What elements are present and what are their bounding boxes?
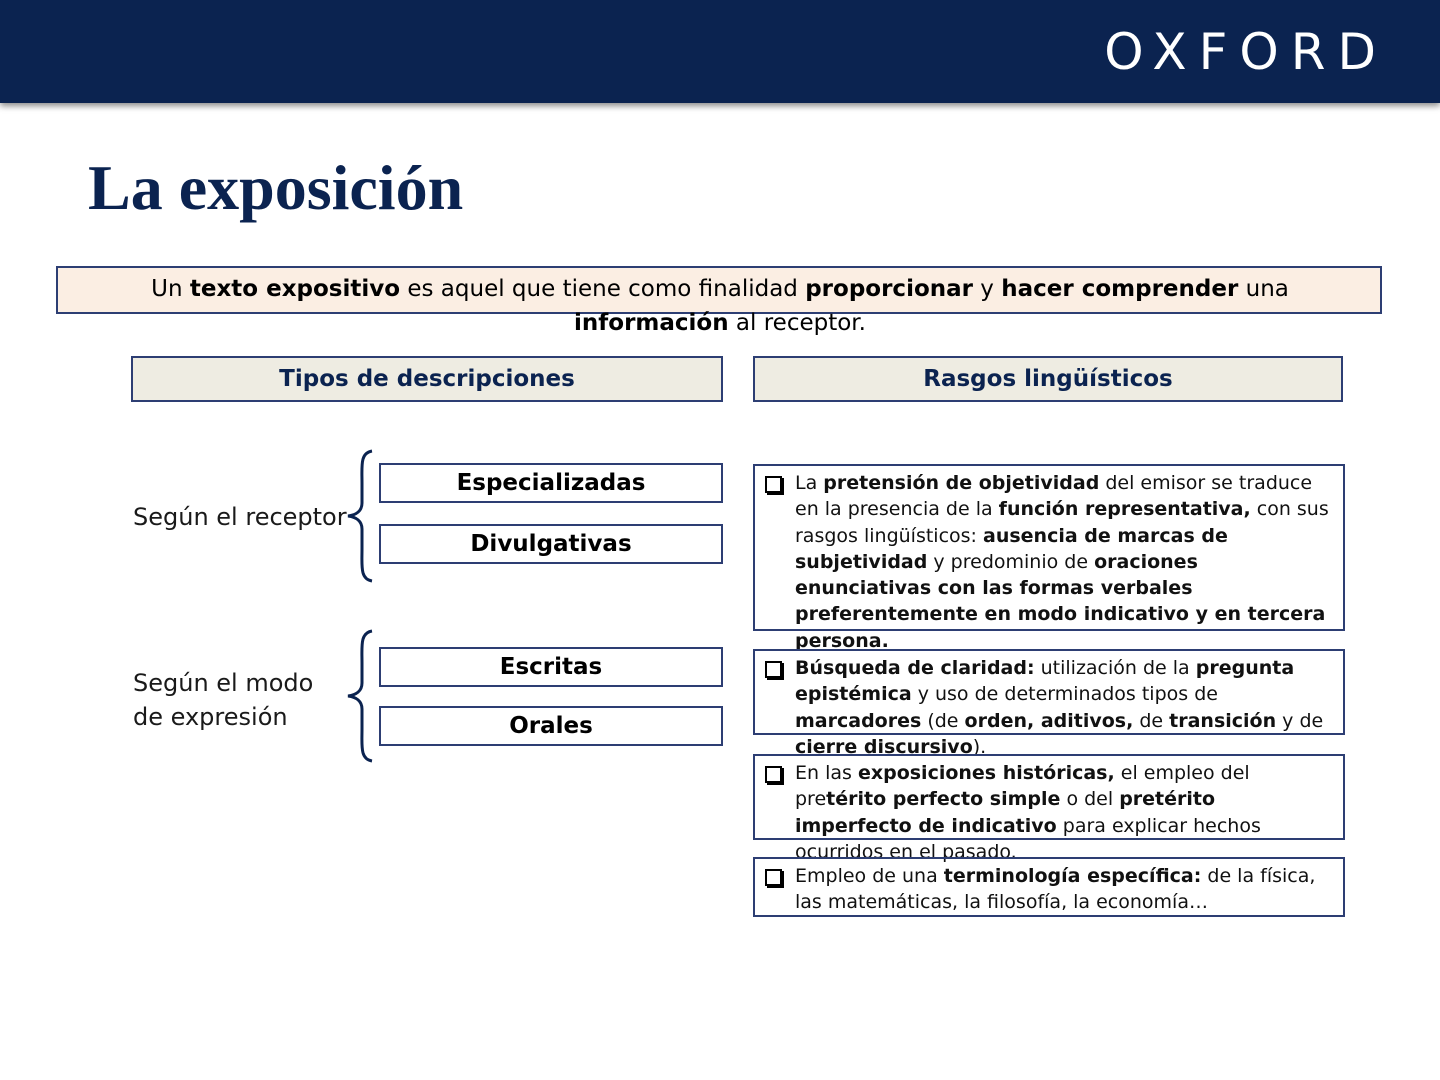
text-run: para explicar hechos ocurridos en el pasado. — [795, 814, 1261, 863]
text-run: el empleo del pre — [795, 762, 1250, 811]
text-run: del emisor se traduce en la presencia de la — [795, 472, 1313, 521]
text-run: es aquel que tiene como finalidad — [400, 276, 806, 302]
bold-run: terminología específica: — [943, 865, 1202, 887]
group-label-receptor: Según el receptor — [133, 503, 347, 531]
text-run: de la física, las matemáticas, la filosofía, la economía… — [795, 865, 1316, 914]
text-run: La — [795, 472, 824, 494]
features-header: Rasgos lingüísticos — [753, 356, 1343, 402]
types-header: Tipos de descripciones — [131, 356, 723, 402]
text-run: al receptor. — [728, 310, 866, 336]
checkbox-icon — [765, 869, 782, 886]
bold-run: pretérito imperfecto de indicativo — [795, 788, 1216, 837]
bold-run: térito perfecto simple — [826, 788, 1061, 811]
bold-run: texto expositivo — [189, 276, 401, 302]
text-run: y — [973, 276, 1002, 302]
type-divulgativas: Divulgativas — [379, 524, 723, 564]
checkbox-icon — [765, 476, 782, 493]
definition-text — [72, 272, 1368, 340]
bold-run: función representativa, — [998, 498, 1251, 521]
feature-item — [753, 464, 1345, 652]
text-run: de — [1133, 709, 1170, 732]
feature-text — [795, 472, 1329, 652]
bold-run: marcadores — [795, 709, 922, 732]
bold-run: Búsqueda de claridad: — [795, 657, 1035, 679]
feature-item — [753, 649, 1345, 758]
text-run: Empleo de una — [795, 865, 944, 887]
group-label-line: Según el modo — [133, 669, 314, 697]
text-run: utilización de la — [1034, 657, 1196, 679]
feature-text — [795, 657, 1323, 758]
text-run: En las — [795, 762, 858, 784]
text-run: y predominio de — [927, 550, 1095, 573]
type-escritas: Escritas — [379, 647, 723, 687]
oxford-logo: OXFORD — [1104, 23, 1388, 81]
text-run: una — [1238, 276, 1289, 302]
bold-run: ausencia de marcas de subjetividad — [795, 524, 1228, 573]
text-run: (de — [921, 709, 965, 732]
bold-run: orden, aditivos, — [964, 709, 1134, 732]
top-banner — [0, 0, 1440, 103]
type-especializadas: Especializadas — [379, 463, 723, 503]
feature-text — [795, 762, 1261, 863]
bold-run: pregunta epistémica — [795, 657, 1295, 706]
text-run: ). — [972, 735, 987, 758]
text-run: o del — [1060, 788, 1120, 811]
bold-run: proporcionar — [805, 276, 973, 302]
page-title: La exposición — [88, 152, 464, 223]
bold-run: transición — [1169, 709, 1277, 732]
text-run: con sus rasgos lingüísticos: — [795, 498, 1329, 547]
text-run: Un — [151, 276, 190, 302]
checkbox-icon — [765, 766, 782, 783]
brace-icon — [342, 628, 376, 764]
checkbox-icon — [765, 661, 782, 678]
brace-icon — [342, 448, 376, 584]
feature-item — [753, 754, 1345, 863]
bold-run: hacer comprender — [1001, 276, 1239, 302]
bold-run: oraciones enunciativas con las formas verbales preferentemente en modo indicativo y en tercera persona. — [795, 550, 1326, 652]
group-label-line: de expresión — [133, 703, 288, 731]
bold-run: información — [574, 310, 729, 336]
text-run: y de — [1276, 709, 1324, 732]
feature-text — [795, 865, 1315, 913]
bold-run: pretensión de objetividad — [823, 472, 1100, 494]
bold-run: cierre discursivo — [795, 735, 973, 758]
type-orales: Orales — [379, 706, 723, 746]
text-run: y uso de determinados tipos de — [911, 683, 1218, 706]
group-label-modo — [133, 666, 313, 734]
feature-item — [753, 857, 1345, 917]
bold-run: exposiciones históricas, — [857, 762, 1115, 784]
